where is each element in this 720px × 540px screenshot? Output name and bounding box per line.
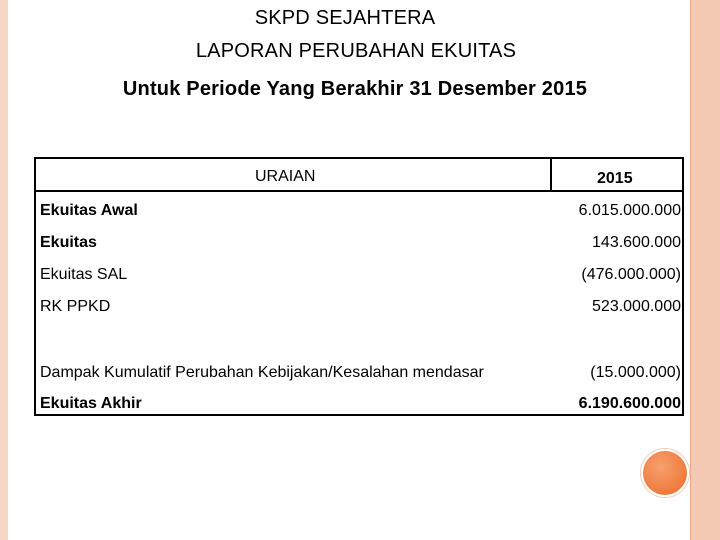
row-label-ekuitas-sal: Ekuitas SAL bbox=[40, 266, 128, 283]
row-value-ekuitas-akhir: 6.190.600.000 bbox=[578, 395, 681, 412]
row-value-ekuitas-awal: 6.015.000.000 bbox=[578, 202, 681, 219]
table-column-divider bbox=[550, 157, 552, 192]
row-label-rk-ppkd: RK PPKD bbox=[40, 298, 111, 315]
table-header-divider bbox=[34, 190, 684, 192]
row-label-ekuitas: Ekuitas bbox=[40, 234, 97, 251]
report-period: Untuk Periode Yang Berakhir 31 Desember 2015 bbox=[122, 78, 588, 100]
row-value-rk-ppkd: 523.000.000 bbox=[592, 298, 681, 315]
row-label-ekuitas-akhir: Ekuitas Akhir bbox=[40, 395, 142, 412]
row-value-dampak-kumulatif: (15.000.000) bbox=[590, 364, 681, 381]
row-label-dampak-kumulatif: Dampak Kumulatif Perubahan Kebijakan/Kesalahan mendasar bbox=[40, 364, 484, 381]
column-header-year: 2015 bbox=[597, 170, 633, 187]
row-value-ekuitas: 143.600.000 bbox=[592, 234, 681, 251]
report-title: LAPORAN PERUBAHAN EKUITAS bbox=[195, 40, 517, 62]
row-value-ekuitas-sal: (476.000.000) bbox=[581, 266, 681, 283]
row-label-ekuitas-awal: Ekuitas Awal bbox=[40, 202, 138, 219]
column-header-uraian: URAIAN bbox=[255, 168, 316, 185]
decorative-circle bbox=[641, 449, 689, 497]
report-entity-title: SKPD SEJAHTERA bbox=[254, 7, 436, 29]
